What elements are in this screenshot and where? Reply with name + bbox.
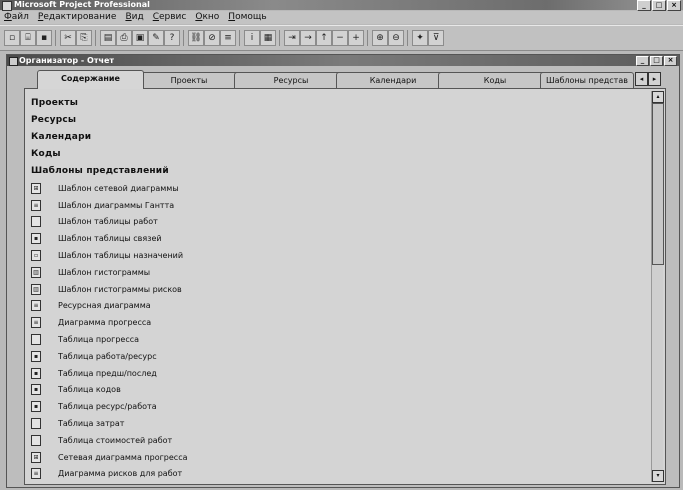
tab-calendars[interactable]: Календари bbox=[336, 72, 450, 88]
list-item[interactable] bbox=[31, 230, 649, 247]
list-item-label: Шаблон таблицы назначений bbox=[58, 251, 184, 261]
gantt-icon: ≡ bbox=[31, 200, 41, 211]
preview-icon[interactable]: ▣ bbox=[132, 30, 148, 46]
toolbar-separator bbox=[55, 30, 56, 46]
list-item[interactable] bbox=[31, 314, 649, 331]
category-calendars[interactable]: Календари bbox=[31, 132, 92, 142]
arrow-up-icon[interactable]: ↑ bbox=[316, 30, 332, 46]
list-item-label: Таблица работа/ресурс bbox=[58, 351, 157, 361]
list-item-label: Таблица ресурс/работа bbox=[58, 402, 157, 412]
list-item[interactable] bbox=[31, 331, 649, 348]
resource-chart-icon: ≡ bbox=[31, 300, 41, 311]
child-minimize-button[interactable]: _ bbox=[636, 56, 649, 66]
category-codes[interactable]: Коды bbox=[31, 149, 61, 159]
list-item[interactable] bbox=[31, 281, 649, 298]
info-icon[interactable]: i bbox=[244, 30, 260, 46]
list-item-label: Таблица прогресса bbox=[58, 335, 140, 345]
list-item-label: Таблица кодов bbox=[58, 385, 121, 395]
tab-contents[interactable]: Содержание bbox=[37, 70, 144, 89]
list-item[interactable] bbox=[31, 382, 649, 399]
close-button[interactable]: × bbox=[667, 0, 681, 11]
list-item-label: Таблица стоимостей работ bbox=[58, 435, 173, 445]
copy-icon[interactable]: ⎘ bbox=[76, 30, 92, 46]
list-item[interactable] bbox=[31, 365, 649, 382]
tab-codes[interactable]: Коды bbox=[438, 72, 552, 88]
histogram-icon: ▥ bbox=[31, 267, 41, 278]
wizard-icon[interactable]: ✦ bbox=[412, 30, 428, 46]
tab-bar bbox=[27, 70, 632, 88]
list-item-label: Шаблон гистограммы рисков bbox=[58, 284, 182, 294]
filter-icon[interactable]: ⊽ bbox=[428, 30, 444, 46]
tab-view-templates[interactable]: Шаблоны представ bbox=[540, 72, 634, 88]
table-icon bbox=[31, 216, 41, 227]
toolbar-separator bbox=[367, 30, 368, 46]
list-item-label: Таблица затрат bbox=[58, 419, 125, 429]
zoom-in-icon[interactable]: ⊕ bbox=[372, 30, 388, 46]
network-diagram-icon: ⊞ bbox=[31, 183, 41, 194]
list-item-label: Диаграмма прогресса bbox=[58, 318, 152, 328]
list-item[interactable] bbox=[31, 264, 649, 281]
menu-bar bbox=[0, 11, 683, 24]
list-item[interactable] bbox=[31, 180, 649, 197]
list-item[interactable] bbox=[31, 398, 649, 415]
list-item[interactable] bbox=[31, 466, 649, 483]
paste-icon[interactable]: ▤ bbox=[100, 30, 116, 46]
app-title-bar bbox=[0, 0, 683, 10]
menu-file[interactable]: Файл bbox=[4, 12, 29, 22]
toolbar-separator bbox=[239, 30, 240, 46]
scroll-up-icon[interactable]: ▴ bbox=[652, 91, 664, 103]
list-item[interactable] bbox=[31, 449, 649, 466]
risk-histogram-icon: ▥ bbox=[31, 284, 41, 295]
costs-table-icon bbox=[31, 418, 41, 429]
toolbar-separator bbox=[183, 30, 184, 46]
vertical-scrollbar[interactable] bbox=[651, 91, 663, 482]
menu-edit[interactable]: Редактирование bbox=[37, 12, 117, 22]
list-item-label: Шаблон диаграммы Гантта bbox=[58, 200, 175, 210]
child-restore-button[interactable]: □ bbox=[650, 56, 663, 66]
category-projects[interactable]: Проекты bbox=[31, 98, 79, 108]
assignments-table-icon: ▫ bbox=[31, 250, 41, 261]
toolbar-separator bbox=[95, 30, 96, 46]
pred-succ-icon: ▪ bbox=[31, 368, 41, 379]
progress-network-icon: ⊞ bbox=[31, 452, 41, 463]
list-item[interactable] bbox=[31, 432, 649, 449]
list-item[interactable] bbox=[31, 348, 649, 365]
tab-scroll-right-icon[interactable]: ▸ bbox=[648, 72, 661, 86]
category-view-templates[interactable]: Шаблоны представлений bbox=[31, 166, 169, 176]
zoom-out-icon[interactable]: ⊖ bbox=[388, 30, 404, 46]
list-item-label: Шаблон сетевой диаграммы bbox=[58, 183, 179, 193]
list-item-label: Таблица предш/послед bbox=[58, 368, 157, 378]
cut-icon[interactable]: ✂ bbox=[60, 30, 76, 46]
organizer-window bbox=[6, 54, 680, 488]
plus-icon[interactable]: + bbox=[348, 30, 364, 46]
progress-chart-icon: ≡ bbox=[31, 317, 41, 328]
split-icon[interactable]: ≡ bbox=[220, 30, 236, 46]
restore-button[interactable]: □ bbox=[652, 0, 666, 11]
contents-list bbox=[31, 95, 649, 482]
save-icon[interactable]: ▪ bbox=[36, 30, 52, 46]
tab-scroll-left-icon[interactable]: ◂ bbox=[635, 72, 648, 86]
scrollbar-thumb[interactable] bbox=[652, 103, 664, 265]
contents-panel bbox=[24, 88, 666, 485]
open-icon[interactable]: ⌸ bbox=[20, 30, 36, 46]
tab-resources[interactable]: Ресурсы bbox=[234, 72, 348, 88]
tab-projects[interactable]: Проекты bbox=[132, 72, 246, 88]
list-item[interactable] bbox=[31, 197, 649, 214]
menu-window[interactable]: Окно bbox=[195, 12, 220, 22]
window-icon[interactable] bbox=[9, 57, 18, 66]
link-icon[interactable]: ⛓ bbox=[188, 30, 204, 46]
list-item[interactable] bbox=[31, 247, 649, 264]
minimize-button[interactable]: _ bbox=[637, 0, 651, 11]
list-item[interactable] bbox=[31, 298, 649, 315]
organizer-title-bar bbox=[7, 55, 679, 66]
indent-icon[interactable]: ⇥ bbox=[284, 30, 300, 46]
toolbar-separator bbox=[279, 30, 280, 46]
links-table-icon: ▪ bbox=[31, 233, 41, 244]
menu-help[interactable]: Помощь bbox=[228, 12, 267, 22]
notes-icon[interactable]: ▦ bbox=[260, 30, 276, 46]
list-item-label: Сетевая диаграмма прогресса bbox=[58, 452, 188, 462]
list-item-label: Шаблон гистограммы bbox=[58, 267, 151, 277]
toolbar-separator bbox=[407, 30, 408, 46]
task-costs-icon bbox=[31, 435, 41, 446]
category-resources[interactable]: Ресурсы bbox=[31, 115, 77, 125]
list-item-label: Шаблон таблицы связей bbox=[58, 234, 162, 244]
unlink-icon[interactable]: ⊘ bbox=[204, 30, 220, 46]
list-item-label: Ресурсная диаграмма bbox=[58, 301, 151, 311]
new-icon[interactable]: ▫ bbox=[4, 30, 20, 46]
scroll-down-icon[interactable]: ▾ bbox=[652, 470, 664, 482]
list-item-label: Диаграмма рисков для работ bbox=[58, 469, 183, 479]
list-item[interactable] bbox=[31, 415, 649, 432]
format-icon[interactable]: ✎ bbox=[148, 30, 164, 46]
list-item-label: Шаблон таблицы работ bbox=[58, 217, 158, 227]
resource-task-icon: ▪ bbox=[31, 401, 41, 412]
risk-chart-icon: ≡ bbox=[31, 468, 41, 479]
list-item[interactable] bbox=[31, 214, 649, 231]
menu-tools[interactable]: Сервис bbox=[152, 12, 187, 22]
help-icon[interactable]: ? bbox=[164, 30, 180, 46]
minus-icon[interactable]: − bbox=[332, 30, 348, 46]
task-resource-icon: ▪ bbox=[31, 351, 41, 362]
app-title: Microsoft Project Professional bbox=[14, 0, 150, 9]
app-icon[interactable] bbox=[2, 1, 12, 11]
toolbar bbox=[0, 25, 683, 51]
child-close-button[interactable]: × bbox=[664, 56, 677, 66]
codes-table-icon: ▪ bbox=[31, 384, 41, 395]
arrow-right-icon[interactable]: → bbox=[300, 30, 316, 46]
progress-table-icon bbox=[31, 334, 41, 345]
organizer-title: Организатор - Отчет bbox=[19, 56, 115, 65]
menu-view[interactable]: Вид bbox=[125, 12, 144, 22]
print-icon[interactable]: ⎙ bbox=[116, 30, 132, 46]
